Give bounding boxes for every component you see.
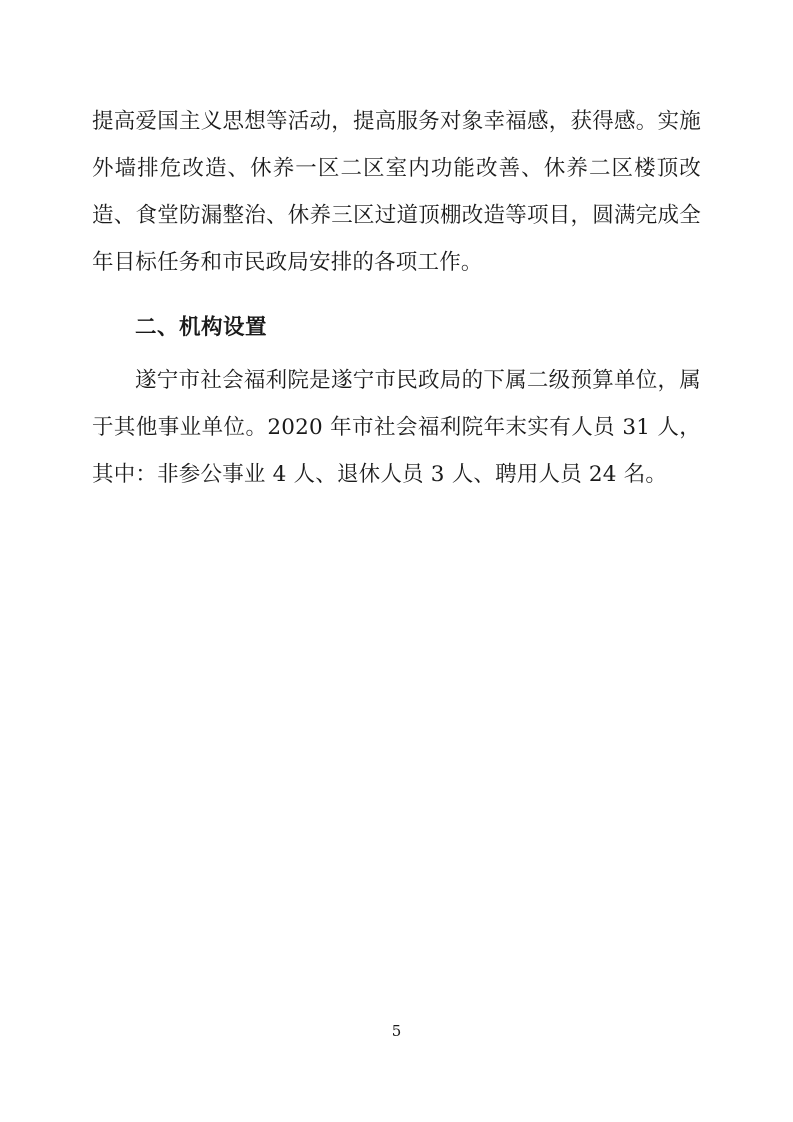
paragraph-spacer <box>92 286 701 294</box>
paragraph-organization-detail: 遂宁市社会福利院是遂宁市民政局的下属二级预算单位，属于其他事业单位。2020 年市社会福利院年末实有人员 31 人，其中：非参公事业 4 人、退休人员 3 人、聘用人员 24 名。 <box>92 368 701 487</box>
section-heading-organization-setup: 二、机构设置 <box>135 315 268 340</box>
paragraph-continuation: 提高爱国主义思想等活动，提高服务对象幸福感，获得感。实施外墙排危改造、休养一区二区室内功能改善、休养二区楼顶改造、食堂防漏整治、休养三区过道顶棚改造等项目，圆满完成全年目标任务和市民政局安排的各项工作。 <box>92 109 701 275</box>
page-number: 5 <box>391 1022 402 1040</box>
